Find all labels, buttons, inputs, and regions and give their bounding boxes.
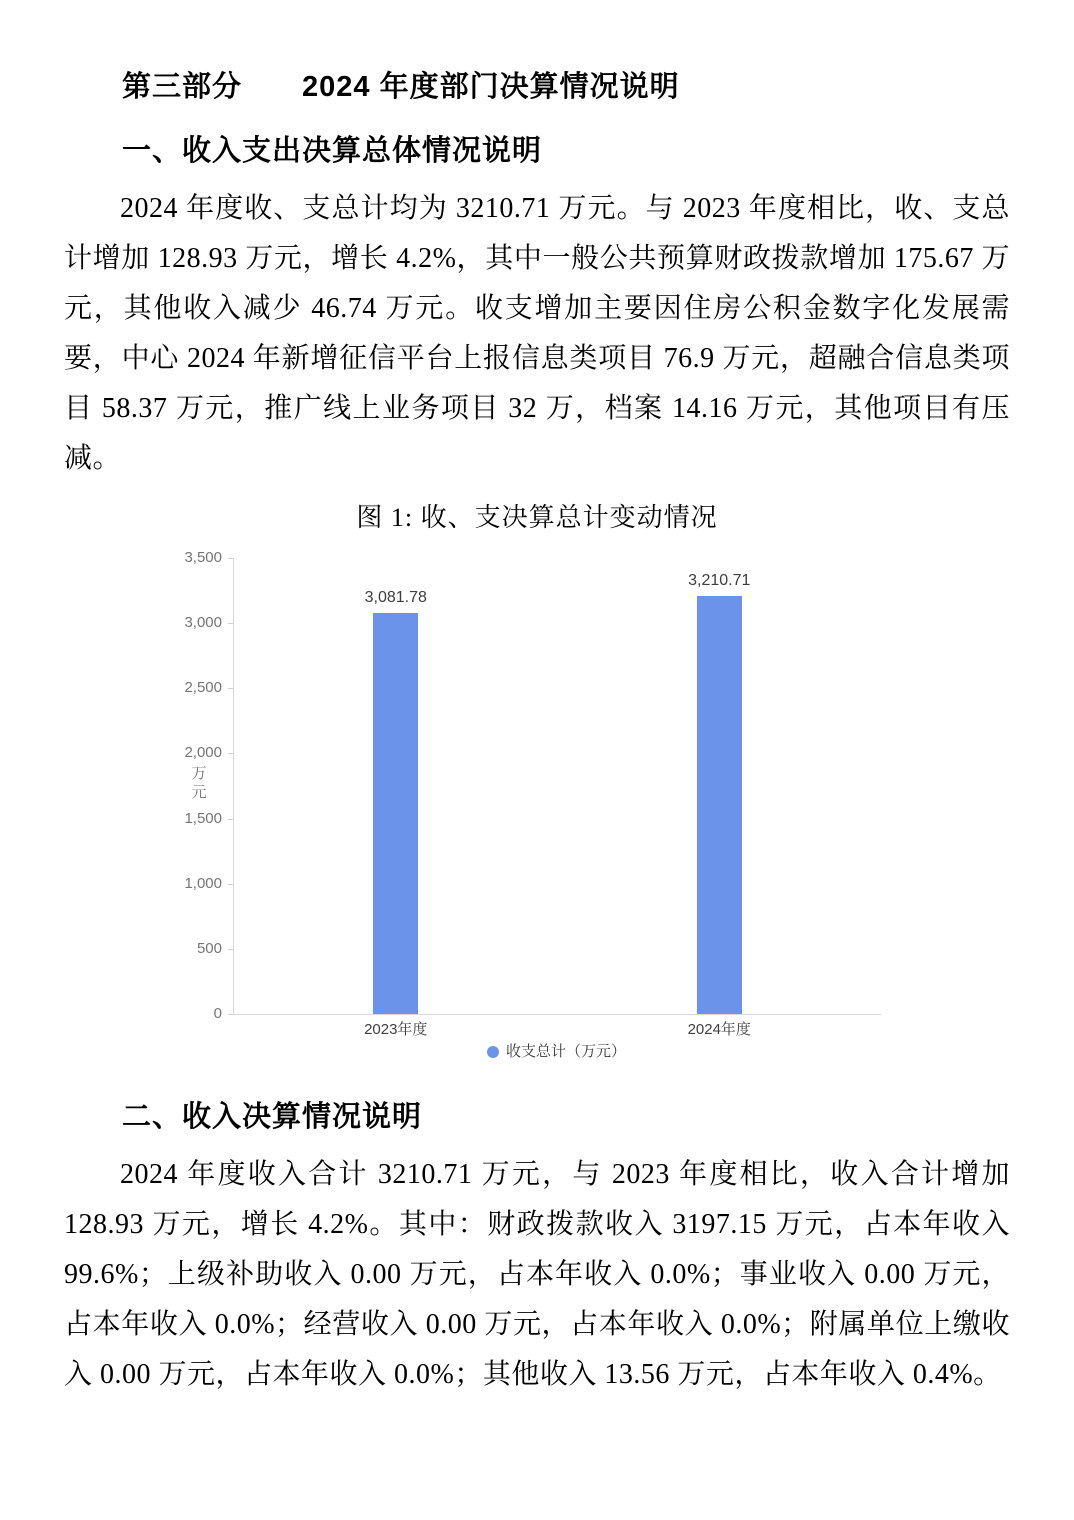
y-tick-label: 500 — [196, 939, 222, 957]
section-2-paragraph: 2024 年度收入合计 3210.71 万元，与 2023 年度相比，收入合计增加 128.93 万元，增长 4.2%。其中：财政拨款收入 3197.15 万元，占本年收入 99.6%；上级补助收入 0.00 万元，占本年收入 0.0%；事业收入 0.00 万元，占本年收入 0.0%；经营收入 0.00 万元，占本年收入 0.0%；附属单位上缴收入 0.00 万元，占本年收入 0.0%；其他收入 13.56 万元，占本年收入 0.4%。 — [64, 1159, 1010, 1390]
y-tick-label: 1,500 — [184, 809, 222, 827]
bar-2024年度 — [697, 596, 742, 1014]
y-tick-label: 3,000 — [184, 614, 222, 632]
y-tick-label: 3,500 — [184, 549, 222, 566]
legend-label: 收支总计（万元） — [505, 1043, 626, 1060]
section-1-heading: 一、收入支出决算总体情况说明 — [122, 135, 543, 167]
bar-value-label: 3,210.71 — [688, 571, 751, 589]
y-tick-label: 2,500 — [184, 679, 222, 697]
figure-caption: 图 1: 收、支决算总计变动情况 — [356, 503, 718, 532]
y-axis-ticks — [0, 549, 222, 1022]
chart-legend — [233, 1043, 880, 1061]
section-2-heading: 二、收入决算情况说明 — [122, 1101, 423, 1133]
x-axis-label: 2023年度 — [364, 1021, 428, 1038]
bar-2023年度 — [373, 613, 418, 1015]
chart-plot — [233, 558, 881, 1038]
x-axis-label: 2024年度 — [687, 1021, 751, 1038]
document-title: 第三部分 2024 年度部门决算情况说明 — [122, 71, 680, 103]
y-tick-label: 1,000 — [184, 874, 222, 892]
y-tick-label: 0 — [213, 1005, 222, 1022]
y-tick-label: 2,000 — [184, 744, 222, 762]
y-axis-unit-label: 万元 — [191, 765, 207, 801]
bar-value-label: 3,081.78 — [364, 588, 427, 606]
figure-chart — [0, 542, 1074, 1074]
section-1-paragraph: 2024 年度收、支总计均为 3210.71 万元。与 2023 年度相比，收、支总计增加 128.93 万元，增长 4.2%，其中一般公共预算财政拨款增加 175.67 万元，其他收入减少 46.74 万元。收支增加主要因住房公积金数字化发展需要，中心 2024 年新增征信平台上报信息类项目 76.9 万元，超融合信息类项目 58.37 万元，推广线上业务项目 32 万，档案 14.16 万元，其他项目有压减。 — [64, 193, 1010, 474]
legend-marker-icon — [487, 1046, 499, 1058]
